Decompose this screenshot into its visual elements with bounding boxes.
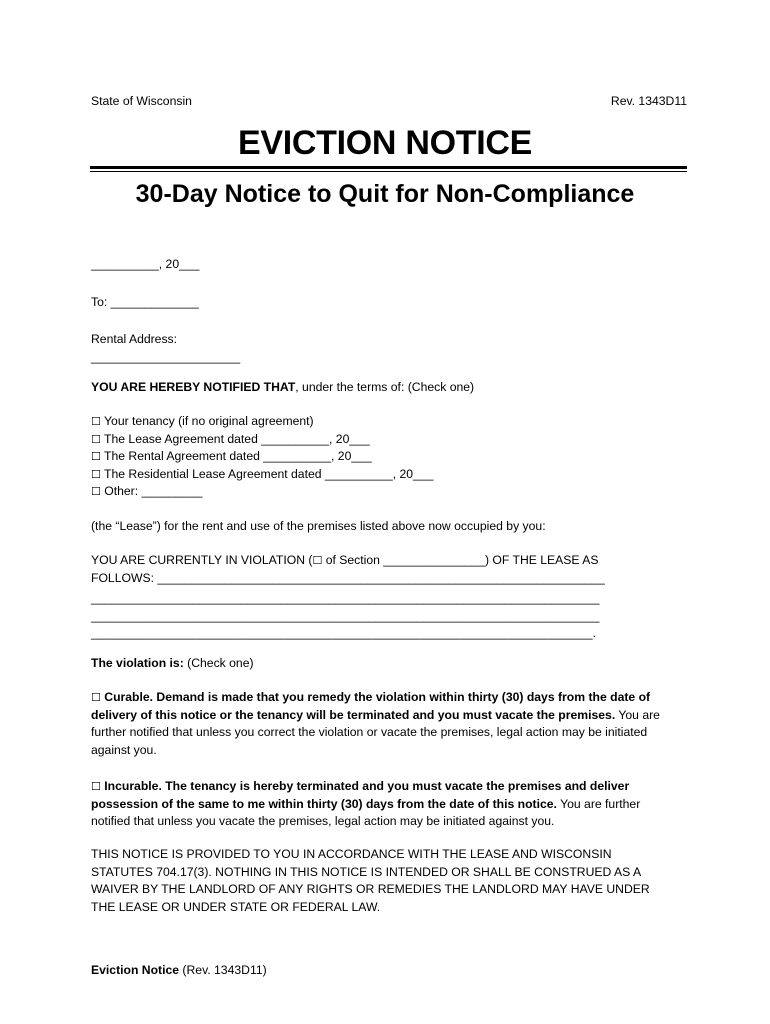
statute-line-2: STATUTES 704.17(3). NOTHING IN THIS NOTICE IS INTENDED OR SHALL BE CONSTRUED AS A [91, 864, 642, 879]
curable-line-3: further notified that unless you correct the violation or vacate the premises, legal action may be initiated [91, 725, 648, 739]
checkbox-icon[interactable]: ☐ [91, 485, 101, 498]
curable-bold-2: delivery of this notice or the tenancy will be terminated and you must vacate the premises. [91, 707, 616, 722]
document-title: EVICTION NOTICE [238, 124, 532, 162]
notified-rest: , under the terms of: (Check one) [295, 380, 475, 394]
checkbox-icon[interactable]: ☐ [312, 554, 323, 567]
date-line: __________, 20___ [91, 257, 200, 271]
violation-line-1 [91, 552, 681, 570]
curable-line-4: against you. [91, 742, 157, 757]
lease-option-residential-lease[interactable] [91, 466, 681, 484]
violation-line-2: FOLLOWS: __________________________________________________________________ [91, 570, 605, 585]
statute-line-3: WAIVER BY THE LANDLORD OF ANY RIGHTS OR REMEDIES THE LANDLORD MAY HAVE UNDER [91, 882, 650, 896]
footer-rest: (Rev. 1343D11) [179, 963, 267, 977]
violation-line-5: __________________________________________________________________________. [91, 626, 596, 640]
incurable-option [91, 778, 681, 831]
rental-address [91, 331, 681, 366]
lease-option-tenancy[interactable] [91, 413, 681, 431]
lease-option-other[interactable] [91, 483, 681, 501]
violation-section [91, 552, 681, 643]
to-line: To: _____________ [91, 295, 199, 309]
violation-line-3: ___________________________________________________________________________ [91, 591, 600, 605]
violation-line-1b: of Section _______________) OF THE LEASE AS [322, 553, 599, 567]
lease-option-lease-agreement[interactable] [91, 431, 681, 449]
checkbox-icon[interactable]: ☐ [91, 467, 101, 481]
lease-option-label: Your tenancy (if no original agreement) [100, 414, 314, 428]
page-footer [91, 963, 267, 977]
lease-option-label: The Lease Agreement dated __________, 20___ [100, 431, 370, 446]
lease-use-text: (the “Lease”) for the rent and use of the premises listed above now occupied by you: [91, 519, 546, 533]
notified-bold: YOU ARE HEREBY NOTIFIED THAT [91, 380, 296, 394]
lease-options-list [91, 413, 681, 501]
state-label: State of Wisconsin [91, 94, 192, 108]
violation-is-bold: The violation is: [91, 656, 184, 670]
lease-option-label: The Residential Lease Agreement dated __________, 20___ [100, 466, 434, 481]
incurable-rest-2: You are further [556, 796, 641, 811]
lease-option-label: Other: _________ [100, 484, 203, 498]
lease-option-label: The Rental Agreement dated __________, 20___ [100, 449, 372, 463]
violation-line-1a: YOU ARE CURRENTLY IN VIOLATION ( [91, 553, 313, 567]
document-subtitle: 30-Day Notice to Quit for Non-Compliance [135, 180, 635, 208]
incurable-line-3: notified that unless you vacate the premises, legal action may be initiated against you. [91, 814, 555, 828]
statute-notice [91, 846, 681, 916]
footer-bold: Eviction Notice [91, 963, 180, 977]
notified-statement [91, 379, 681, 397]
incurable-bold-2: possession of the same to me within thirty (30) days from the date of this notice. [91, 796, 557, 811]
title-rule-thick [90, 166, 687, 169]
revision-label: Rev. 1343D11 [610, 94, 687, 108]
violation-is-rest: (Check one) [183, 656, 254, 670]
curable-rest-2: You are [615, 707, 660, 722]
checkbox-icon[interactable]: ☐ [91, 691, 101, 704]
curable-option [91, 689, 681, 759]
statute-line-4: THE LEASE OR UNDER STATE OR FEDERAL LAW. [91, 899, 381, 914]
title-rule-thin [90, 171, 687, 172]
rental-address-label: Rental Address: [91, 332, 178, 346]
curable-bold-1: Curable. Demand is made that you remedy the violation within thirty (30) days from the date of [100, 690, 651, 704]
violation-is [91, 655, 681, 673]
incurable-bold-1: Incurable. The tenancy is hereby terminated and you must vacate the premises and deliver [100, 779, 630, 793]
statute-line-1: THIS NOTICE IS PROVIDED TO YOU IN ACCORDANCE WITH THE LEASE AND WISCONSIN [91, 847, 612, 861]
rental-address-blank: ______________________ [91, 349, 241, 364]
checkbox-icon[interactable]: ☐ [91, 415, 101, 428]
checkbox-icon[interactable]: ☐ [91, 432, 101, 446]
lease-option-rental-agreement[interactable] [91, 448, 681, 466]
violation-line-4: ___________________________________________________________________________ [91, 608, 600, 623]
checkbox-icon[interactable]: ☐ [91, 780, 101, 793]
checkbox-icon[interactable]: ☐ [91, 450, 101, 463]
